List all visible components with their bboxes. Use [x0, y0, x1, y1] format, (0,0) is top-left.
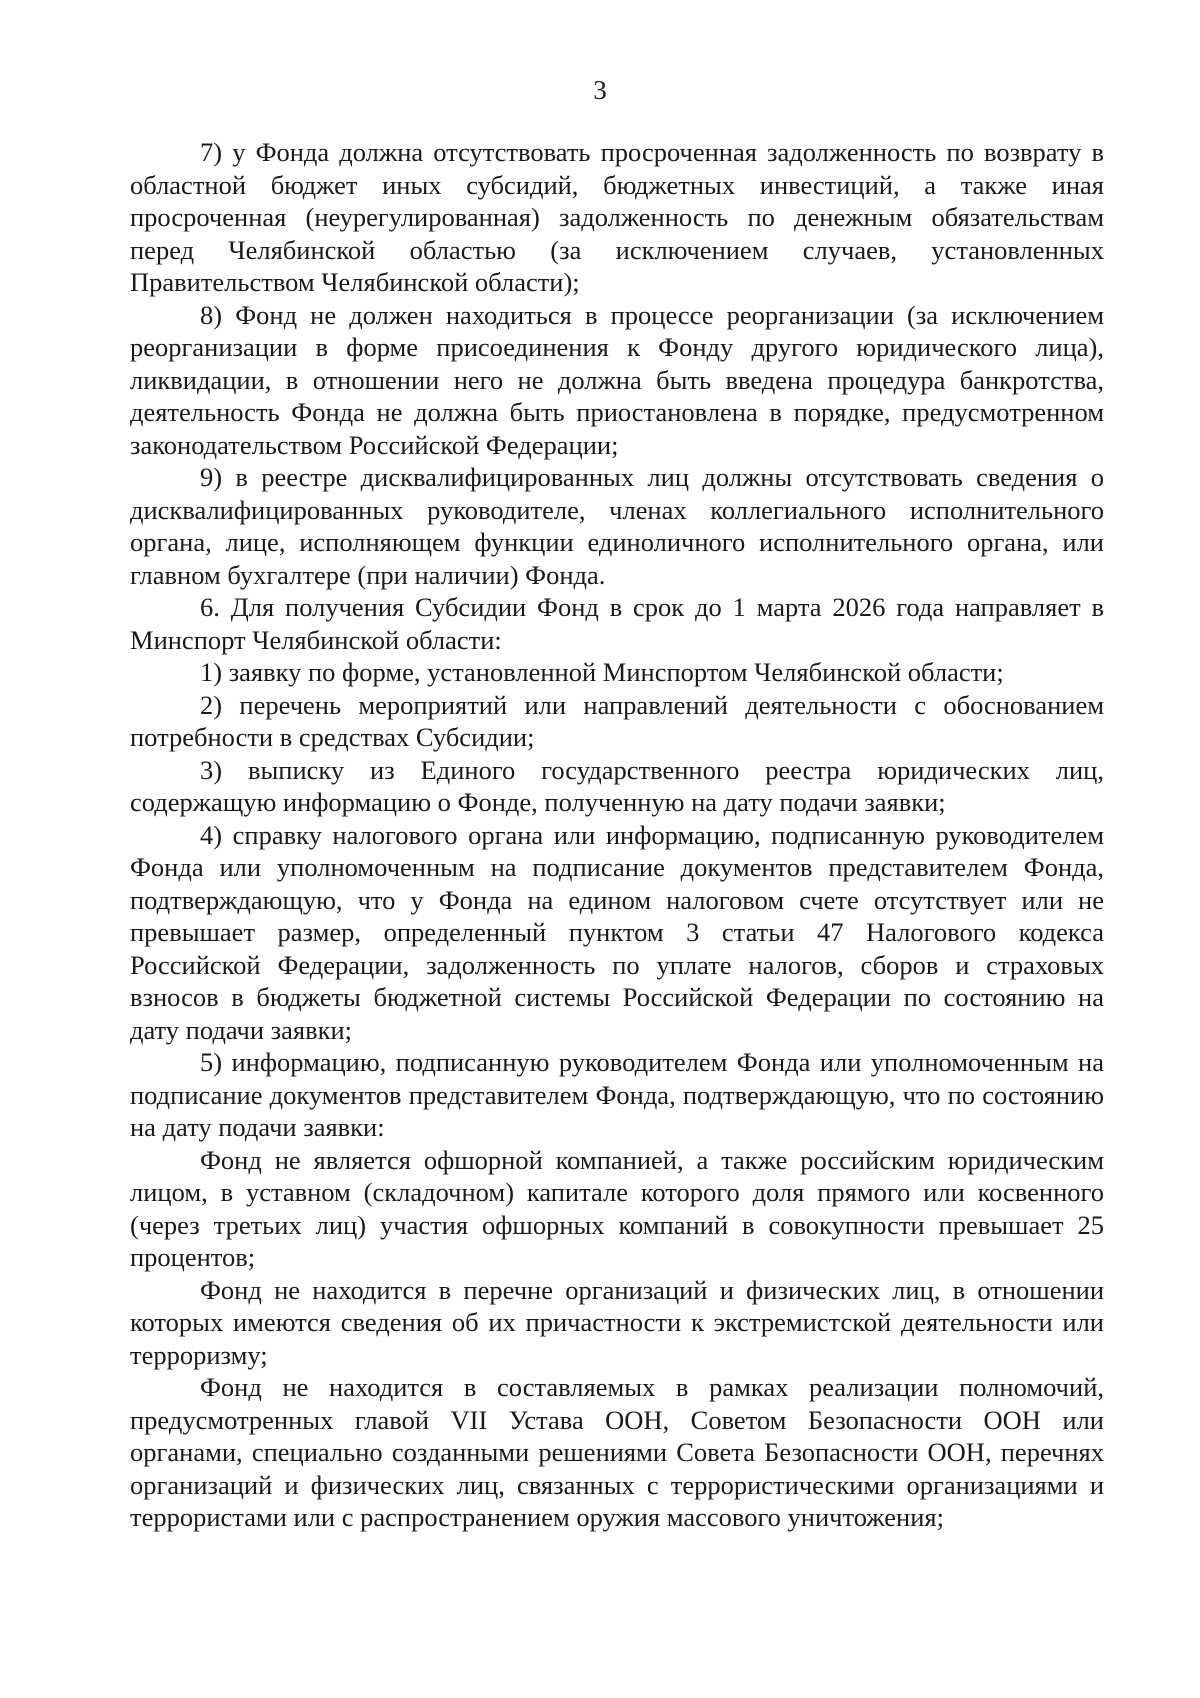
list-item-2-activities-list: 2) перечень мероприятий или направлений деятельности с обоснованием потребности в средствах Субсидии; — [130, 689, 1104, 752]
paragraph-9-disqualified-persons: 9) в реестре дисквалифицированных лиц должны отсутствовать сведения о дисквалифицированных руководителе, членах коллегиального исполнительного органа, лице, исполняющем функции единоличного исполнительного органа, или главном бухгалтере (при наличии) Фонда. — [130, 462, 1104, 590]
list-item-4-tax-certificate: 4) справку налогового органа или информацию, подписанную руководителем Фонда или уполномоченным на подписание документов представителем Фонда, подтверждающую, что у Фонда на едином налоговом счете отсутствует или не превышает размер, определенный пунктом 3 статьи 47 Налогового кодекса Российской Федерации, задолженность по уплате налогов, сборов и страховых взносов в бюджеты бюджетной системы Российской Федерации по состоянию на дату подачи заявки; — [130, 819, 1104, 1045]
page-number: 3 — [593, 75, 607, 105]
clause-not-extremist-list: Фонд не находится в перечне организаций и физических лиц, в отношении которых имеются сведения об их причастности к экстремистской деятельности или терроризму; — [130, 1274, 1104, 1370]
list-item-1-application: 1) заявку по форме, установленной Минспортом Челябинской области; — [200, 657, 1004, 687]
paragraph-7-no-overdue-debt: 7) у Фонда должна отсутствовать просроченная задолженность по возврату в областной бюджет иных субсидий, бюджетных инвестиций, а также иная просроченная (неурегулированная) задолженность по денежным обязательствам перед Челябинской областью (за исключением случаев, установленных Правительством Челябинской области); — [130, 137, 1104, 297]
paragraph-8-no-reorganization: 8) Фонд не должен находиться в процессе реорганизации (за исключением реорганизации в форме присоединения к Фонду другого юридического лица), ликвидации, в отношении него не должна быть введена процедура банкротства, деятельность Фонда не должна быть приостановлена в порядке, предусмотренном законодательством Российской Федерации; — [130, 299, 1104, 460]
clause-not-offshore: Фонд не является офшорной компанией, а также российским юридическим лицом, в уставном (складочном) капитале которого доля прямого или косвенного (через третьих лиц) участия офшорных компаний в совокупности превышает 25 процентов; — [130, 1144, 1104, 1272]
clause-not-un-sanctions-list: Фонд не находится в составляемых в рамках реализации полномочий, предусмотренных главой VII Устава ООН, Советом Безопасности ООН или органами, специально созданными решениями Совета Безопасности ООН, перечнях организаций и физических лиц, связанных с террористическими организациями и террористами или с распространением оружия массового уничтожения; — [130, 1372, 1104, 1532]
paragraph-6-subsidy-application: 6. Для получения Субсидии Фонд в срок до 1 марта 2026 года направляет в Минспорт Челябинской области: — [130, 592, 1104, 655]
list-item-3-registry-extract: 3) выписку из Единого государственного реестра юридических лиц, содержащую информацию о Фонде, полученную на дату подачи заявки; — [130, 754, 1104, 817]
list-item-5-signed-information: 5) информацию, подписанную руководителем Фонда или уполномоченным на подписание документов представителем Фонда, подтверждающую, что по состоянию на дату подачи заявки: — [130, 1047, 1104, 1142]
document-body — [130, 136, 1104, 1534]
